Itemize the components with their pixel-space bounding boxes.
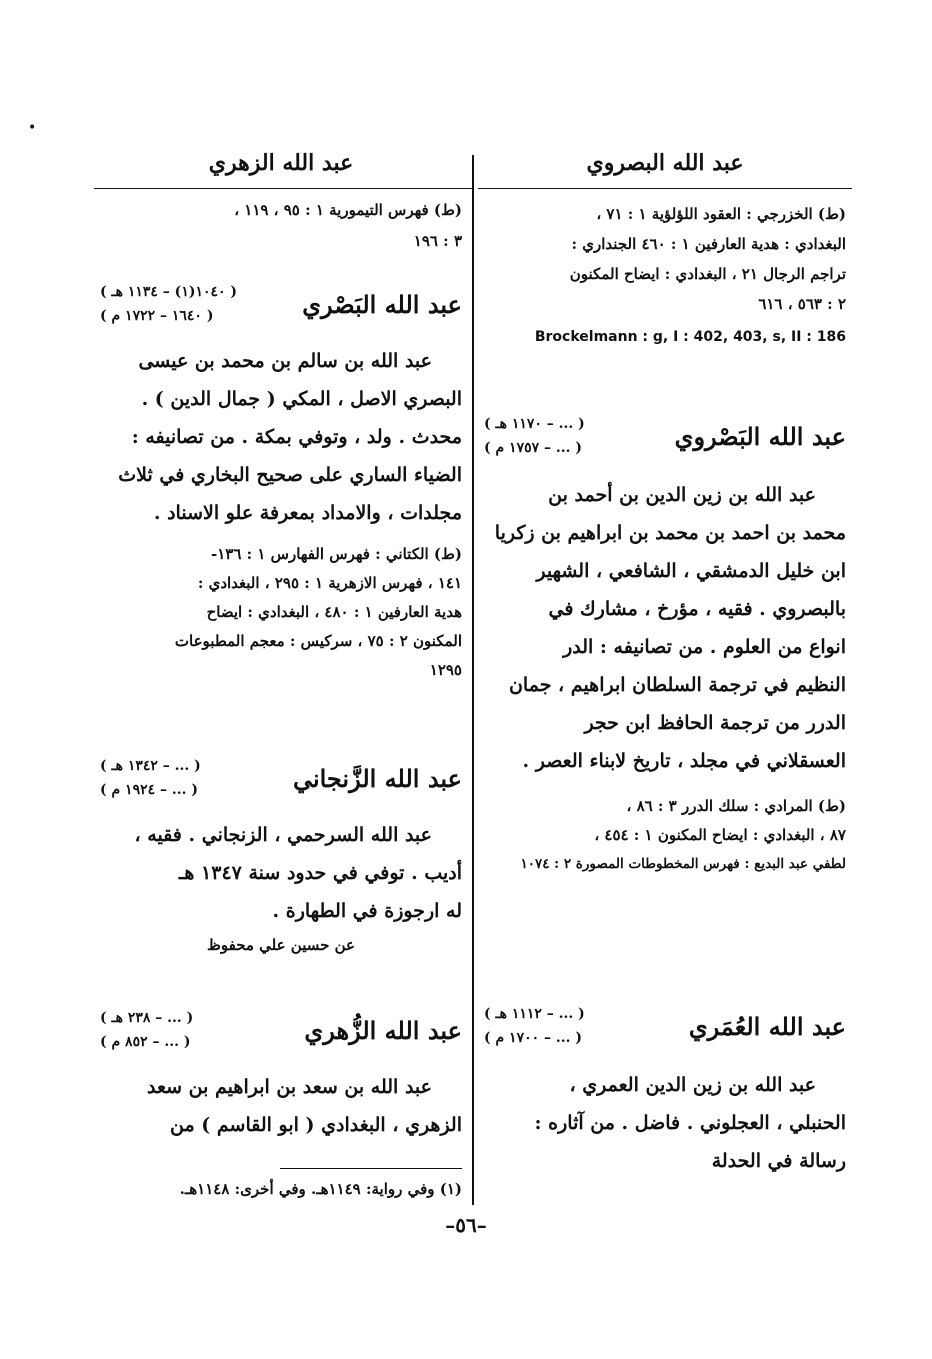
entry-name: عبد الله العُمَري — [688, 1011, 846, 1041]
entry-text — [484, 1066, 846, 1180]
author-credit: عن حسين علي محفوظ — [207, 936, 355, 954]
entry-dates — [100, 1006, 193, 1054]
dates-hijri: ( ... – ٢٣٨ هـ ) — [100, 1010, 194, 1026]
text-line: الدرر من ترجمة الحافظ ابن حجر — [584, 712, 846, 734]
entry-name: عبد الله البَصْري — [302, 289, 462, 319]
entry-text — [100, 342, 462, 532]
text-line: عبد الله السرحمي ، الزنجاني . فقيه ، — [134, 824, 432, 846]
entry-text — [100, 1068, 462, 1144]
ref-line: ٨٧ ، البغدادي : ايضاح المكنون ١ : ٤٥٤ ، — [594, 826, 846, 844]
left-ref-block — [100, 198, 462, 254]
entry-heading — [100, 754, 462, 802]
entry-text — [484, 476, 846, 780]
right-column — [484, 140, 846, 1172]
dates-hijri: ( ١٠٤٠(١) – ١١٣٤ هـ ) — [100, 284, 238, 300]
text-line: ابن خليل الدمشقي ، الشافعي ، الشهير — [536, 560, 846, 582]
entry-heading — [100, 1006, 462, 1054]
text-line: محمد بن احمد بن محمد بن ابراهيم بن زكريا — [494, 522, 846, 544]
text-line: الحنبلي ، العجلوني . فاضل . من آثاره : — [534, 1112, 846, 1134]
ref-line: (ط) الخزرجي : العقود اللؤلؤية ١ : ٧١ ، — [596, 205, 846, 223]
text-line: البصري الاصل ، المكي ( جمال الدين ) . — [141, 388, 462, 410]
left-column-header: عبد الله الزهري — [208, 150, 354, 176]
text-line: عبد الله بن سعد بن ابراهيم بن سعد — [147, 1076, 432, 1098]
entry-dates — [100, 280, 237, 328]
dates-hijri: ( ... – ١٣٤٢ هـ ) — [100, 758, 201, 774]
dates-gregorian: ( ... – ٨٥٢ م ) — [100, 1034, 191, 1050]
footnote: (١) وفي رواية: ١١٤٩هـ. وفي أخرى: ١١٤٨هـ. — [179, 1180, 462, 1198]
dates-hijri: ( ... – ١١٧٠ هـ ) — [484, 416, 585, 432]
left-column — [100, 140, 462, 1198]
text-line: النظيم في ترجمة السلطان ابراهيم ، جمان — [508, 674, 846, 696]
entry-refs — [484, 794, 846, 877]
text-line: عبد الله بن زين الدين بن أحمد بن — [548, 484, 816, 506]
text-line: مجلدات ، والامداد بمعرفة علو الاسناد . — [153, 502, 462, 524]
ref-line: لطفي عبد البديع : فهرس المخطوطات المصورة ٢ : ١٠٧٤ — [520, 856, 846, 872]
dates-hijri: ( ... – ١١١٢ هـ ) — [484, 1006, 585, 1022]
entry-heading — [484, 1002, 846, 1050]
ref-line: ١٤١ ، فهرس الازهرية ١ : ٢٩٥ ، البغدادي : — [197, 574, 462, 592]
dates-gregorian: ( ... – ١٧٠٠ م ) — [484, 1030, 582, 1046]
ref-line: (ط) الكتاني : فهرس الفهارس ١ : ١٣٦- — [211, 545, 462, 563]
text-line: أديب . توفي في حدود سنة ١٣٤٧ هـ — [178, 862, 462, 884]
entry-name: عبد الله الزَّنجاني — [292, 763, 462, 793]
page-number: –٥٦– — [445, 1213, 487, 1237]
column-divider — [472, 155, 474, 1205]
dates-gregorian: ( ١٦٤٠ – ١٧٢٢ م ) — [100, 308, 214, 324]
text-line: عبد الله بن زين الدين العمري ، — [569, 1074, 816, 1096]
entry-dates — [484, 1002, 585, 1050]
ref-line: (ط) فهرس التيمورية ١ : ٩٥ ، ١١٩ ، — [234, 201, 462, 219]
text-line: رسالة في الحدلة — [711, 1150, 846, 1172]
ref-line: البغدادي : هدية العارفين ١ : ٤٦٠ الجنداري : — [571, 235, 846, 253]
dates-gregorian: ( ... – ١٧٥٧ م ) — [484, 440, 582, 456]
ref-line-latin: Brockelmann : g, I : 402, 403, s, II : 186 — [534, 329, 846, 345]
entry-name: عبد الله الزُّهري — [304, 1015, 462, 1045]
entry-heading — [100, 280, 462, 328]
ref-line: ٢ : ٥٦٣ ، ٦١٦ — [758, 295, 846, 313]
ref-line: ١٢٩٥ — [429, 661, 462, 679]
entry-zuhri — [100, 1006, 462, 1144]
text-line: الضياء الساري على صحيح البخاري في ثلاث — [118, 464, 462, 486]
entry-zanjani — [100, 754, 462, 954]
entry-heading — [484, 412, 846, 460]
ref-line: هدية العارفين ١ : ٤٨٠ ، البغدادي : ايضاح — [206, 603, 462, 621]
entry-text — [100, 816, 462, 930]
entry-refs — [100, 542, 462, 683]
entry-dates — [484, 412, 585, 460]
ref-line: المكنون ٢ : ٧٥ ، سركيس : معجم المطبوعات — [174, 632, 462, 650]
footnote-rule — [280, 1168, 462, 1169]
ref-line: تراجم الرجال ٢١ ، البغدادي : ايضاح المكنون — [569, 265, 846, 283]
entry-dates — [100, 754, 201, 802]
left-header-rule — [94, 188, 472, 189]
text-line: العسقلاني في مجلد ، تاريخ لابناء العصر . — [522, 750, 846, 772]
ref-line: (ط) المرادي : سلك الدرر ٣ : ٨٦ ، — [626, 797, 846, 815]
text-line: عبد الله بن سالم بن محمد بن عيسى — [138, 350, 432, 372]
dates-gregorian: ( ... – ١٩٢٤ م ) — [100, 782, 198, 798]
entry-basrawi — [484, 412, 846, 877]
right-ref-block — [484, 202, 846, 350]
entry-basri — [100, 280, 462, 683]
text-line: الزهري ، البغدادي ( ابو القاسم ) من — [170, 1114, 462, 1136]
right-column-header: عبد الله البصروي — [586, 150, 744, 176]
text-line: بالبصروي . فقيه ، مؤرخ ، مشارك في — [548, 598, 846, 620]
text-line: انواع من العلوم . من تصانيفه : الدر — [563, 636, 846, 658]
ref-line: ٣ : ١٩٦ — [413, 232, 462, 250]
entry-umari — [484, 1002, 846, 1180]
right-header-rule — [478, 188, 852, 189]
entry-name: عبد الله البَصْروي — [674, 421, 846, 451]
scan-speck: • — [28, 120, 37, 136]
text-line: له ارجوزة في الطهارة . — [272, 900, 462, 922]
text-line: محدث . ولد ، وتوفي بمكة . من تصانيفه : — [131, 426, 462, 448]
